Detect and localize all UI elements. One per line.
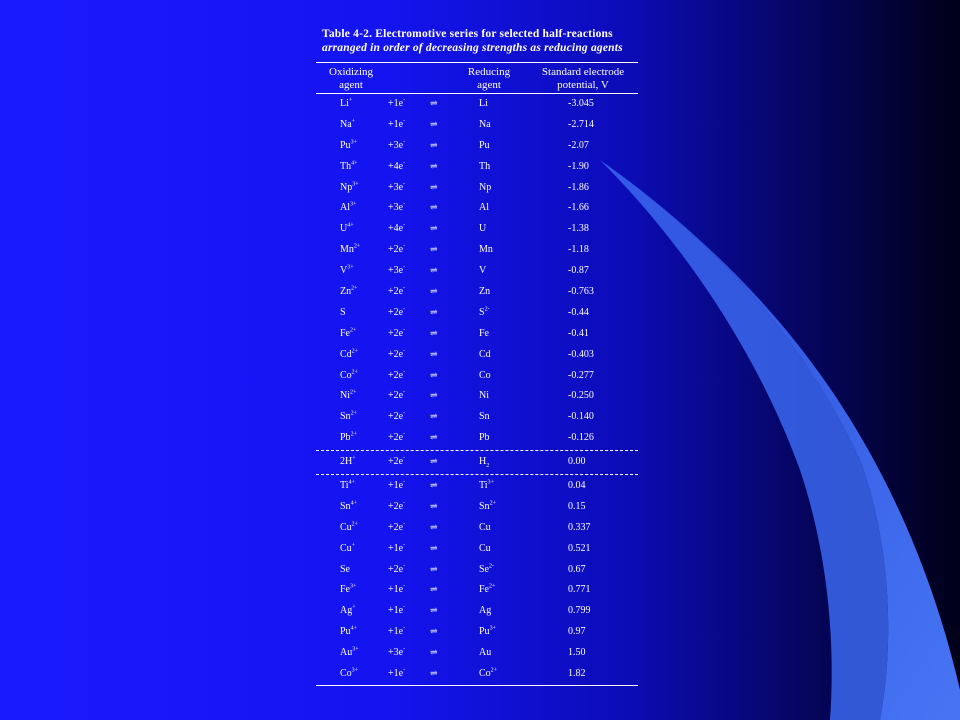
potential-cell: 0.04	[568, 480, 586, 492]
equilibrium-arrow-icon: ⇌	[430, 265, 438, 276]
electrons-cell: +2e-	[388, 285, 406, 298]
electron-sign: -	[403, 118, 406, 125]
table-row	[316, 497, 638, 518]
electron-sign: -	[403, 605, 406, 612]
ox-charge: 2+	[350, 390, 357, 397]
reducing-agent-cell: Ni	[479, 390, 489, 402]
table-row	[316, 303, 638, 324]
reducing-agent-cell: Cu	[479, 521, 491, 533]
electron-sign: -	[403, 646, 406, 653]
electron-sign: -	[403, 139, 406, 146]
oxidizing-agent-cell: $Sn^{4+}$	[340, 500, 357, 512]
ox-charge: 4+	[351, 160, 358, 167]
electromotive-table	[316, 27, 638, 686]
reducing-agent-cell: Pb	[479, 432, 490, 444]
ox-charge: 2+	[351, 348, 359, 355]
potential-cell: -1.66	[568, 202, 589, 214]
oxidizing-agent-cell: $Fe^{3+}$	[340, 584, 357, 596]
equilibrium-arrow-icon: ⇌	[430, 563, 438, 574]
table-header	[316, 63, 638, 93]
equilibrium-arrow-icon: ⇌	[430, 139, 438, 150]
electrons-cell: +2e-	[388, 243, 406, 256]
oxidizing-agent-cell: Se	[340, 563, 350, 575]
equilibrium-arrow-icon: ⇌	[430, 306, 438, 317]
electron-sign: -	[403, 306, 406, 313]
reference-dashed-rule-bottom	[316, 474, 638, 475]
table-body	[316, 94, 638, 685]
reducing-agent-cell: U	[479, 223, 487, 235]
table-row	[316, 428, 638, 449]
reducing-agent-cell: $Sn^{2+}$	[479, 500, 496, 512]
oxidizing-agent-cell: $Co^{3+}$	[340, 667, 359, 680]
reducing-agent-cell: Ag	[479, 605, 492, 617]
potential-cell: 0.799	[568, 605, 591, 617]
red-charge: 3+	[487, 479, 494, 486]
equilibrium-arrow-icon: ⇌	[430, 542, 438, 553]
ox-charge: +	[351, 118, 356, 125]
oxidizing-agent-cell: $Ti^{4+}$	[340, 479, 355, 492]
reducing-agent-cell: Al	[479, 202, 489, 214]
electron-sign: -	[403, 390, 406, 397]
electrons-cell: +1e-	[388, 542, 406, 554]
equilibrium-arrow-icon: ⇌	[430, 118, 438, 129]
header-oxidizing: Oxidizing agent	[329, 66, 373, 91]
electrons-cell: +3e-	[388, 139, 406, 151]
electrons-cell: +2e-	[388, 455, 406, 468]
ox-charge: 3+	[351, 667, 359, 674]
header-reducing: Reducing agent	[467, 66, 511, 91]
oxidizing-agent-cell: $Zn^{2+}$	[340, 285, 358, 298]
oxidizing-agent-cell: $Pb^{2+}$	[340, 431, 357, 444]
equilibrium-arrow-icon: ⇌	[430, 286, 438, 297]
potential-cell: 0.15	[568, 500, 586, 512]
electrons-cell: +2e-	[388, 348, 406, 360]
oxidizing-agent-cell: S	[340, 306, 346, 318]
equilibrium-arrow-icon: ⇌	[430, 432, 438, 443]
electrons-cell: +2e-	[388, 369, 406, 381]
electron-sign: -	[403, 563, 406, 570]
ox-charge: 2+	[351, 369, 359, 376]
table-row	[316, 452, 638, 473]
equilibrium-arrow-icon: ⇌	[430, 223, 438, 234]
red-charge: 3+	[489, 625, 496, 632]
electron-sign: -	[403, 584, 406, 591]
electron-sign: -	[403, 223, 406, 230]
potential-cell: 0.97	[568, 626, 586, 638]
electron-sign: -	[403, 542, 406, 549]
reducing-agent-cell: Pu	[479, 139, 490, 151]
potential-cell: -3.045	[568, 98, 594, 109]
electron-sign: -	[403, 327, 406, 334]
table-row	[316, 136, 638, 157]
potential-cell: -1.90	[568, 160, 589, 172]
potential-cell: -0.277	[568, 369, 594, 381]
table-row	[316, 518, 638, 539]
electrons-cell: +1e-	[388, 605, 406, 617]
reducing-agent-cell: Th	[479, 160, 491, 172]
electron-sign: -	[403, 285, 406, 292]
header-potential: Standard electrode potential, V	[541, 66, 625, 91]
table-row	[316, 560, 638, 581]
red-charge: 2+	[490, 667, 498, 674]
potential-cell: -0.250	[568, 390, 594, 402]
electrons-cell: +2e-	[388, 411, 406, 423]
red-charge: 2+	[489, 584, 496, 591]
oxidizing-agent-cell: $Au^{3+}$	[340, 646, 359, 659]
oxidizing-agent-cell: $Th^{4+}$	[340, 160, 358, 172]
oxidizing-agent-cell: 2H+	[340, 455, 356, 468]
equilibrium-arrow-icon: ⇌	[430, 521, 438, 532]
table-row	[316, 580, 638, 601]
oxidizing-agent-cell: $Cu^{2+}$	[340, 521, 359, 533]
reducing-agent-cell: Np	[479, 181, 492, 193]
electrons-cell: +3e-	[388, 181, 406, 193]
oxidizing-agent-cell: Ag+	[340, 605, 356, 617]
potential-cell: -1.38	[568, 223, 589, 235]
table-row	[316, 345, 638, 366]
red-charge: 2-	[489, 563, 494, 570]
table-row	[316, 643, 638, 664]
electron-sign: -	[403, 431, 406, 438]
reducing-agent-cell: Fe	[479, 327, 489, 339]
oxidizing-agent-cell: $U^{4+}$	[340, 223, 354, 235]
reducing-agent-cell: $Pu^{3+}$	[479, 625, 496, 638]
ox-charge: 3+	[352, 181, 359, 188]
ox-charge: +	[352, 605, 356, 612]
electrons-cell: +1e-	[388, 97, 406, 109]
electrons-cell: +2e-	[388, 327, 406, 339]
reducing-agent-cell: $H_2$	[479, 456, 490, 470]
equilibrium-arrow-icon: ⇌	[430, 411, 438, 422]
ox-charge: 2+	[353, 243, 361, 250]
electrons-cell: +2e-	[388, 500, 406, 512]
ox-charge: 3+	[350, 584, 357, 591]
electron-sign: -	[403, 625, 406, 632]
electron-sign: -	[403, 97, 406, 104]
table-row	[316, 664, 638, 685]
table-row	[316, 539, 638, 560]
equilibrium-arrow-icon: ⇌	[430, 327, 438, 338]
table-row	[316, 601, 638, 622]
equilibrium-arrow-icon: ⇌	[430, 390, 438, 401]
electron-sign: -	[403, 181, 406, 188]
ox-charge: 2+	[350, 431, 357, 438]
oxidizing-agent-cell: $Mn^{2+}$	[340, 243, 361, 256]
table-row	[316, 240, 638, 261]
table-row	[316, 219, 638, 240]
ox-charge: 3+	[350, 202, 357, 209]
electrons-cell: +4e-	[388, 160, 406, 172]
potential-cell: -0.763	[568, 286, 594, 298]
red-subscript: 2	[486, 463, 490, 470]
equilibrium-arrow-icon: ⇌	[430, 369, 438, 380]
reducing-agent-cell: $S^{2-}$	[479, 306, 490, 318]
electrons-cell: +3e-	[388, 264, 406, 277]
table-row	[316, 622, 638, 643]
reducing-agent-cell: $Co^{2+}$	[479, 667, 498, 680]
electrons-cell: +1e-	[388, 625, 406, 638]
potential-cell: 0.00	[568, 456, 586, 468]
electron-sign: -	[403, 411, 406, 418]
equilibrium-arrow-icon: ⇌	[430, 160, 438, 171]
electron-sign: -	[403, 667, 406, 674]
electrons-cell: +1e-	[388, 118, 406, 130]
table-row	[316, 198, 638, 219]
equilibrium-arrow-icon: ⇌	[430, 668, 438, 679]
reducing-agent-cell: Cd	[479, 348, 491, 360]
potential-cell: 0.521	[568, 542, 591, 554]
potential-cell: -0.41	[568, 327, 589, 339]
oxidizing-agent-cell: $Ni^{2+}$	[340, 390, 357, 402]
equilibrium-arrow-icon: ⇌	[430, 647, 438, 658]
electron-sign: -	[403, 160, 406, 167]
potential-cell: 1.82	[568, 668, 586, 680]
reducing-agent-cell: $Fe^{2+}$	[479, 584, 496, 596]
ox-charge: 2+	[351, 285, 358, 292]
potential-cell: -2.714	[568, 118, 594, 130]
table-row	[316, 178, 638, 199]
electrons-cell: +3e-	[388, 202, 406, 214]
oxidizing-agent-cell: Cu+	[340, 542, 356, 554]
caption-line-1: Table 4-2. Electromotive series for selected half-reactions	[322, 28, 613, 40]
bottom-rule	[316, 685, 638, 686]
ox-charge: +	[351, 542, 356, 549]
potential-cell: -0.44	[568, 306, 589, 318]
reducing-agent-cell: Zn	[479, 286, 491, 298]
ox-charge: 3+	[352, 646, 359, 653]
oxidizing-agent-cell: $Sn^{2+}$	[340, 411, 357, 423]
table-row	[316, 407, 638, 428]
oxidizing-agent-cell: $Pu^{3+}$	[340, 139, 357, 151]
red-charge: 2-	[484, 306, 490, 313]
oxidizing-agent-cell: $Fe^{2+}$	[340, 327, 357, 339]
red-charge: 2+	[489, 500, 496, 507]
potential-cell: 0.771	[568, 584, 591, 596]
reducing-agent-cell: Li	[479, 98, 488, 109]
ox-charge: 2+	[350, 327, 357, 334]
electron-sign: -	[403, 264, 406, 271]
oxidizing-agent-cell: $Pu^{4+}$	[340, 625, 357, 638]
reducing-agent-cell: $Ti^{3+}$	[479, 479, 494, 492]
potential-cell: -1.18	[568, 244, 589, 256]
table-row	[316, 261, 638, 282]
equilibrium-arrow-icon: ⇌	[430, 98, 438, 108]
equilibrium-arrow-icon: ⇌	[430, 348, 438, 359]
potential-cell: 0.337	[568, 521, 591, 533]
oxidizing-agent-cell: $V^{3+}$	[340, 264, 354, 277]
potential-cell: 1.50	[568, 647, 586, 659]
reducing-agent-cell: V	[479, 265, 487, 277]
ox-charge: 4+	[347, 223, 354, 230]
electrons-cell: +2e-	[388, 431, 406, 444]
table-row	[316, 366, 638, 387]
potential-cell: -0.87	[568, 265, 589, 277]
oxidizing-agent-cell: $Al^{3+}$	[340, 202, 357, 214]
electrons-cell: +3e-	[388, 646, 406, 659]
reference-dashed-rule-top	[316, 450, 638, 451]
ox-charge: +	[352, 455, 356, 462]
electrons-cell: +2e-	[388, 563, 406, 575]
electrons-cell: +1e-	[388, 667, 406, 680]
equilibrium-arrow-icon: ⇌	[430, 202, 438, 213]
table-row	[316, 94, 638, 115]
caption-line-2: arranged in order of decreasing strengths as reducing agents	[322, 42, 623, 54]
reducing-agent-cell: Mn	[479, 244, 493, 256]
table-row	[316, 282, 638, 303]
ox-charge: 3+	[350, 139, 357, 146]
reducing-agent-cell: $Se^{2-}$	[479, 563, 494, 575]
potential-cell: 0.67	[568, 563, 586, 575]
electrons-cell: +4e-	[388, 223, 406, 235]
equilibrium-arrow-icon: ⇌	[430, 181, 438, 192]
table-row	[316, 476, 638, 497]
reducing-agent-cell: Cu	[479, 542, 491, 554]
reducing-agent-cell: Au	[479, 647, 492, 659]
potential-cell: -0.126	[568, 432, 594, 444]
equilibrium-arrow-icon: ⇌	[430, 456, 438, 467]
electron-sign: -	[403, 479, 406, 486]
electrons-cell: +2e-	[388, 390, 406, 402]
equilibrium-arrow-icon: ⇌	[430, 584, 438, 595]
electrons-cell: +1e-	[388, 584, 406, 596]
equilibrium-arrow-icon: ⇌	[430, 480, 438, 491]
electron-sign: -	[403, 348, 406, 355]
potential-cell: -0.140	[568, 411, 594, 423]
electrons-cell: +2e-	[388, 306, 406, 318]
ox-charge: 3+	[347, 264, 354, 271]
electrons-cell: +1e-	[388, 479, 406, 492]
ox-charge: 4+	[348, 479, 355, 486]
table-row	[316, 386, 638, 407]
ox-charge: 2+	[350, 411, 357, 418]
equilibrium-arrow-icon: ⇌	[430, 605, 438, 616]
potential-cell: -2.07	[568, 139, 589, 151]
reducing-agent-cell: Sn	[479, 411, 490, 423]
oxidizing-agent-cell: $Np^{3+}$	[340, 181, 359, 193]
ox-charge: 2+	[351, 521, 359, 528]
equilibrium-arrow-icon: ⇌	[430, 244, 438, 255]
oxidizing-agent-cell: Na+	[340, 118, 356, 130]
electrons-cell: +2e-	[388, 521, 406, 533]
ox-charge: 4+	[350, 625, 357, 632]
electron-sign: -	[403, 455, 406, 462]
table-row	[316, 157, 638, 178]
oxidizing-agent-cell: $Cd^{2+}$	[340, 348, 359, 360]
potential-cell: -1.86	[568, 181, 589, 193]
reducing-agent-cell: Co	[479, 369, 491, 381]
table-caption	[322, 27, 638, 55]
ox-charge: +	[348, 97, 353, 104]
electron-sign: -	[403, 243, 406, 250]
table-row	[316, 324, 638, 345]
ox-charge: 4+	[350, 500, 357, 507]
oxidizing-agent-cell: $Co^{2+}$	[340, 369, 359, 381]
equilibrium-arrow-icon: ⇌	[430, 500, 438, 511]
electron-sign: -	[403, 500, 406, 507]
electron-sign: -	[403, 202, 406, 209]
equilibrium-arrow-icon: ⇌	[430, 626, 438, 637]
oxidizing-agent-cell: Li+	[340, 97, 353, 109]
electron-sign: -	[403, 521, 406, 528]
electron-sign: -	[403, 369, 406, 376]
table-row	[316, 115, 638, 136]
potential-cell: -0.403	[568, 348, 594, 360]
reducing-agent-cell: Na	[479, 118, 491, 130]
